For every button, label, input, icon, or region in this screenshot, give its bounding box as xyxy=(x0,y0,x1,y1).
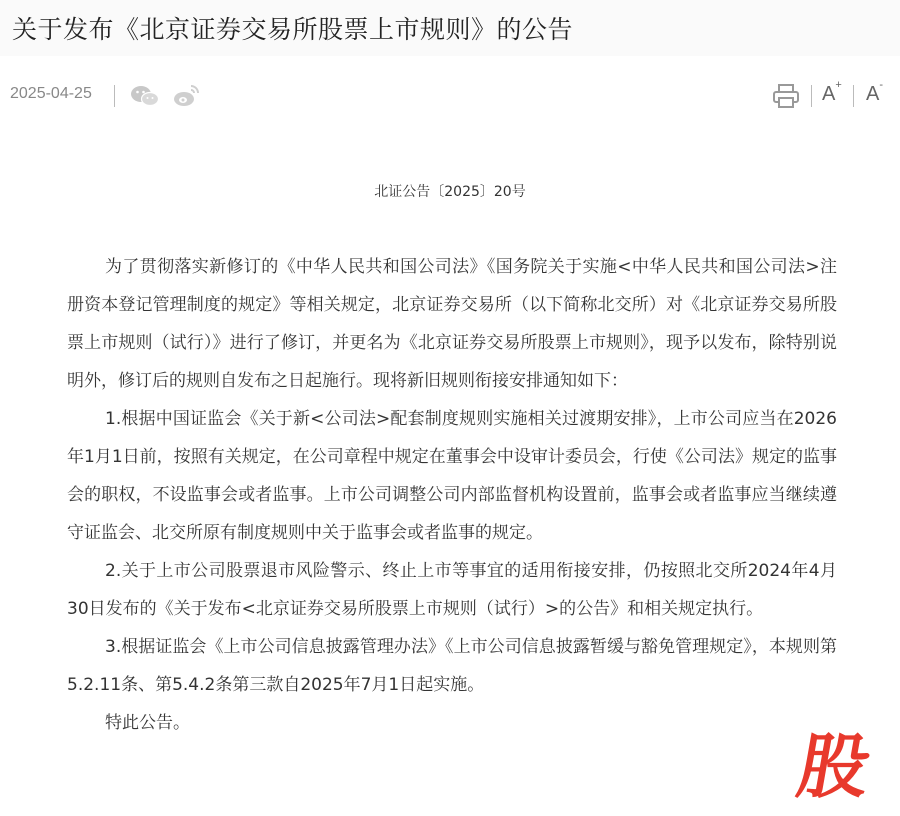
font-increase-sup: + xyxy=(835,79,842,92)
page-title: 关于发布《北京证券交易所股票上市规则》的公告 xyxy=(12,15,574,44)
stock-logo: 股 xyxy=(791,725,875,808)
font-increase-label: A xyxy=(822,83,836,105)
divider xyxy=(853,85,854,107)
paragraph: 2.关于上市公司股票退市风险警示、终止上市等事宜的适用衔接安排，仍按照北交所2024年4月30日发布的《关于发布<北京证券交易所股票上市规则（试行）>的公告》和相关规定执行。 xyxy=(67,561,837,619)
font-decrease-sup: - xyxy=(879,79,884,92)
paragraph: 3.根据证监会《上市公司信息披露管理办法》《上市公司信息披露暂缓与豁免管理规定》，本规则第5.2.11条、第5.4.2条第三款自2025年7月1日起实施。 xyxy=(67,637,837,695)
meta-bar xyxy=(0,76,900,116)
font-decrease-button[interactable] xyxy=(866,79,884,106)
title-bar xyxy=(0,0,900,56)
paragraph: 特此公告。 xyxy=(105,713,190,733)
font-increase-button[interactable] xyxy=(822,79,842,106)
print-icon[interactable] xyxy=(772,83,800,109)
document-number: 北证公告〔2025〕20号 xyxy=(374,184,526,200)
divider xyxy=(114,85,115,107)
font-decrease-label: A xyxy=(866,83,880,105)
weibo-icon[interactable] xyxy=(173,83,201,109)
article-body xyxy=(67,248,837,742)
paragraph: 1.根据中国证监会《关于新<公司法>配套制度规则实施相关过渡期安排》，上市公司应当在2026年1月1日前，按照有关规定，在公司章程中规定在董事会中设审计委员会，行使《公司法》规定的监事会的职权，不设监事会或者监事。上市公司调整公司内部监督机构设置前，监事会或者监事应当继续遵守证监会、北交所原有制度规则中关于监事会或者监事的规定。 xyxy=(67,409,837,543)
paragraph: 为了贯彻落实新修订的《中华人民共和国公司法》《国务院关于实施<中华人民共和国公司法>注册资本登记管理制度的规定》等相关规定，北京证券交易所（以下简称北交所）对《北京证券交易所股票上市规则（试行）》进行了修订，并更名为《北京证券交易所股票上市规则》，现予以发布，除特别说明外，修订后的规则自发布之日起施行。现将新旧规则衔接安排通知如下： xyxy=(67,257,837,391)
publish-date: 2025-04-25 xyxy=(10,85,92,102)
divider xyxy=(811,85,812,107)
wechat-icon[interactable] xyxy=(130,84,160,108)
